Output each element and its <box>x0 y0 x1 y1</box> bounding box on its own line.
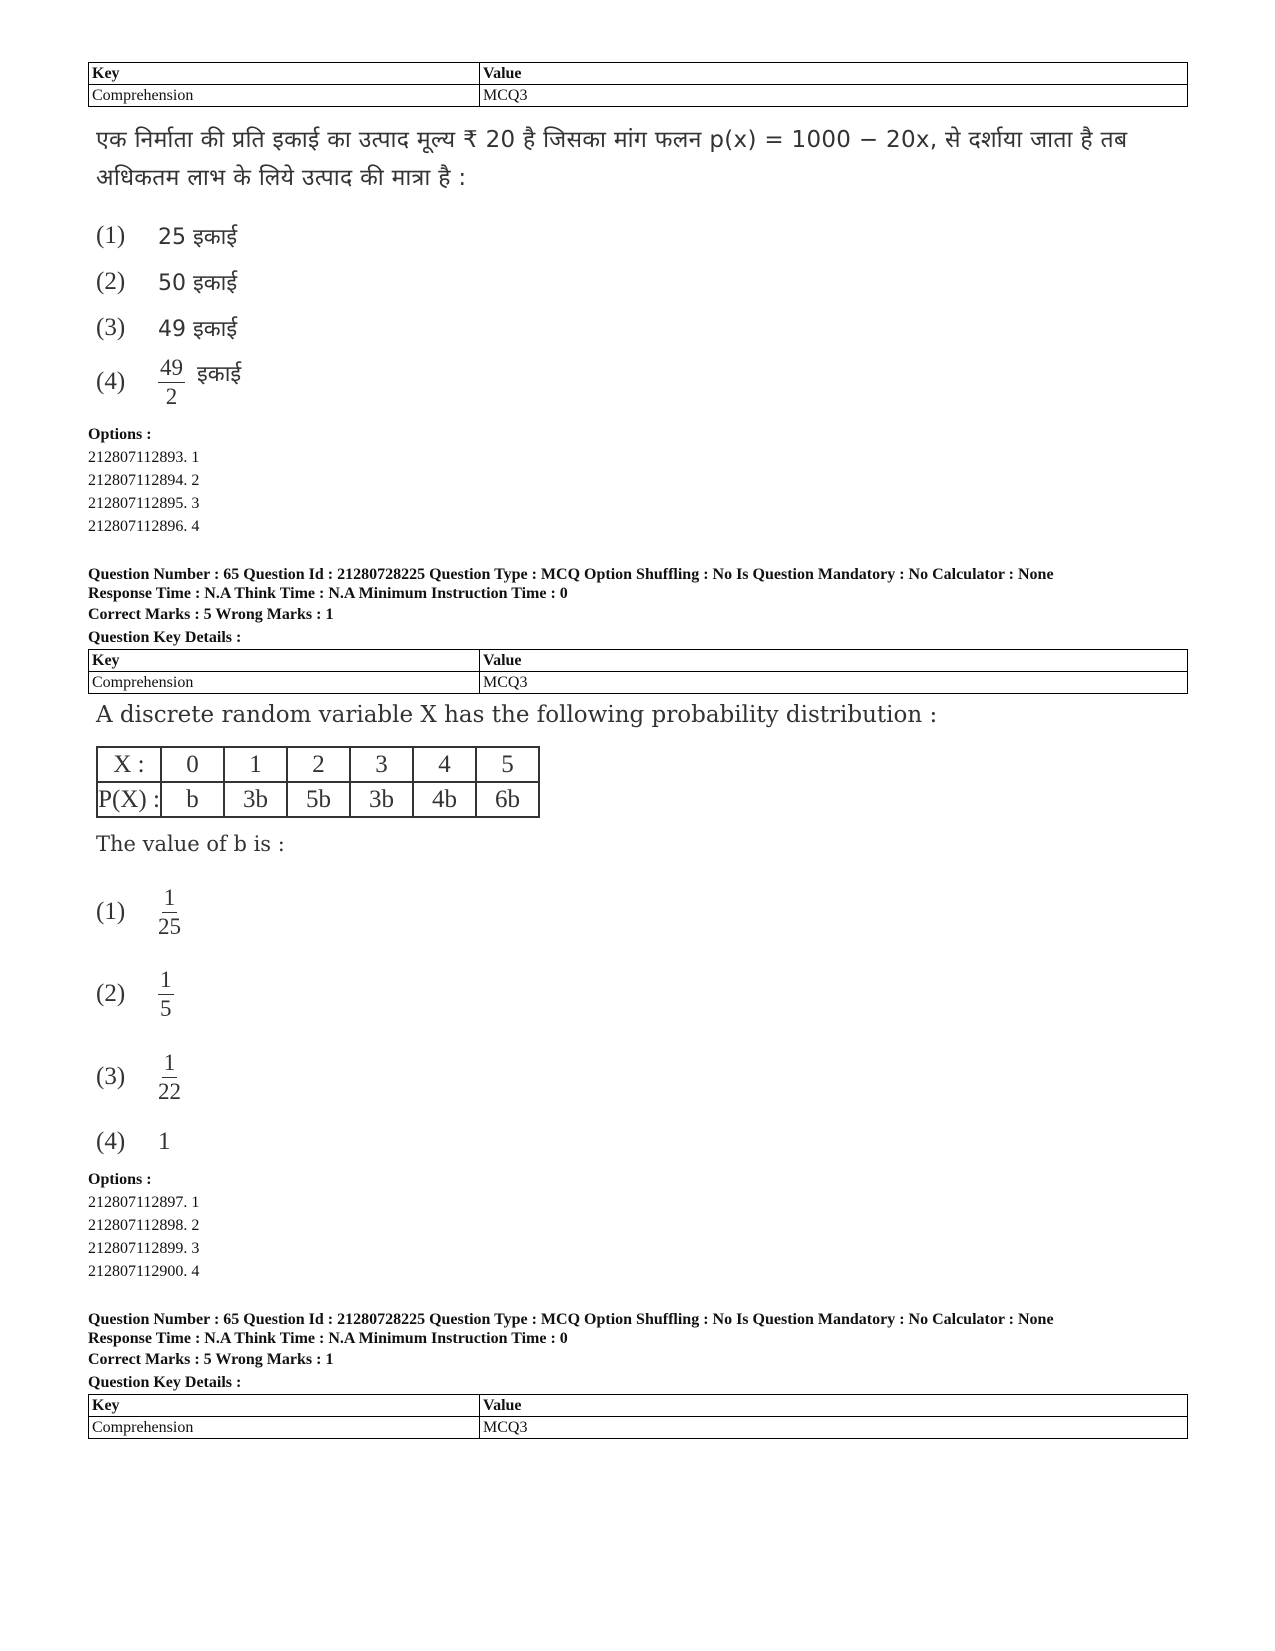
question-meta-line: Response Time : N.A Think Time : N.A Minimum Instruction Time : 0 <box>88 585 568 602</box>
choice-item: (1) 25 इकाई <box>96 222 238 250</box>
dist-cell: b <box>161 782 224 817</box>
choice-item: (2) 50 इकाई <box>96 268 238 296</box>
option-id: 212807112896. 4 <box>88 518 200 535</box>
question-key-table <box>88 1394 1188 1439</box>
choice-item: (1) $\frac{1}{25}$ <box>96 884 181 939</box>
question-key-table <box>88 62 1188 107</box>
value-cell: MCQ3 <box>480 1417 1188 1439</box>
key-details-label: Question Key Details : <box>88 1374 242 1391</box>
fraction: $\frac{1}{5}$ <box>160 966 172 1021</box>
option-id: 212807112900. 4 <box>88 1263 200 1280</box>
option-id: 212807112899. 3 <box>88 1240 200 1257</box>
dist-cell: 5b <box>287 782 350 817</box>
option-id: 212807112898. 2 <box>88 1217 200 1234</box>
key-header: Key <box>89 650 480 672</box>
question-text-hindi: एक निर्माता की प्रति इकाई का उत्पाद मूल्य ₹ 20 है जिसका मांग फलन p(x) = 1000 − 20x, से दर्शाया जाता है तब अधिकतम लाभ के लिये उत्पाद की मात्रा है : <box>96 127 1128 191</box>
question-key-table <box>88 649 1188 694</box>
fraction: $\frac{49}{2}$ <box>160 354 183 409</box>
key-header: Key <box>89 63 480 85</box>
dist-cell: 0 <box>161 747 224 782</box>
choice-item: (2) $\frac{1}{5}$ <box>96 966 172 1021</box>
value-cell: MCQ3 <box>480 672 1188 694</box>
question-marks: Correct Marks : 5 Wrong Marks : 1 <box>88 606 334 623</box>
option-id: 212807112897. 1 <box>88 1194 200 1211</box>
dist-cell: 3b <box>350 782 413 817</box>
dist-cell: 6b <box>476 782 539 817</box>
key-header: Key <box>89 1395 480 1417</box>
dist-cell: 3b <box>224 782 287 817</box>
dist-cell: 3 <box>350 747 413 782</box>
options-label: Options : <box>88 426 152 443</box>
key-cell: Comprehension <box>89 85 480 107</box>
choice-item: (4) $\frac{49}{2}$ इकाई <box>96 354 242 409</box>
probability-distribution-table <box>96 746 540 818</box>
choice-item: (3) 49 इकाई <box>96 314 238 342</box>
dist-cell: 4b <box>413 782 476 817</box>
dist-cell: 4 <box>413 747 476 782</box>
option-id: 212807112894. 2 <box>88 472 200 489</box>
question-marks: Correct Marks : 5 Wrong Marks : 1 <box>88 1351 334 1368</box>
dist-cell: X : <box>97 747 161 782</box>
fraction: $\frac{1}{25}$ <box>158 884 181 939</box>
key-cell: Comprehension <box>89 672 480 694</box>
option-id: 212807112893. 1 <box>88 449 200 466</box>
option-id: 212807112895. 3 <box>88 495 200 512</box>
value-cell: MCQ3 <box>480 85 1188 107</box>
question-subtext: The value of b is : <box>96 832 285 856</box>
choice-item: (3) $\frac{1}{22}$ <box>96 1049 181 1104</box>
dist-cell: P(X) : <box>97 782 161 817</box>
question-meta-line: Question Number : 65 Question Id : 21280728225 Question Type : MCQ Option Shuffling : No Is Question Mandatory : No Calculator : None <box>88 1311 1054 1328</box>
question-meta-line: Response Time : N.A Think Time : N.A Minimum Instruction Time : 0 <box>88 1330 568 1347</box>
value-header: Value <box>480 63 1188 85</box>
fraction: $\frac{1}{22}$ <box>158 1049 181 1104</box>
document-page <box>88 62 1188 1439</box>
dist-cell: 2 <box>287 747 350 782</box>
options-label: Options : <box>88 1171 152 1188</box>
value-header: Value <box>480 650 1188 672</box>
key-details-label: Question Key Details : <box>88 629 242 646</box>
key-cell: Comprehension <box>89 1417 480 1439</box>
value-header: Value <box>480 1395 1188 1417</box>
dist-cell: 5 <box>476 747 539 782</box>
dist-cell: 1 <box>224 747 287 782</box>
question-text: A discrete random variable X has the following probability distribution : <box>96 702 938 728</box>
question-meta-line: Question Number : 65 Question Id : 21280728225 Question Type : MCQ Option Shuffling : No Is Question Mandatory : No Calculator : None <box>88 566 1054 583</box>
choice-item: (4) 1 <box>96 1128 171 1155</box>
